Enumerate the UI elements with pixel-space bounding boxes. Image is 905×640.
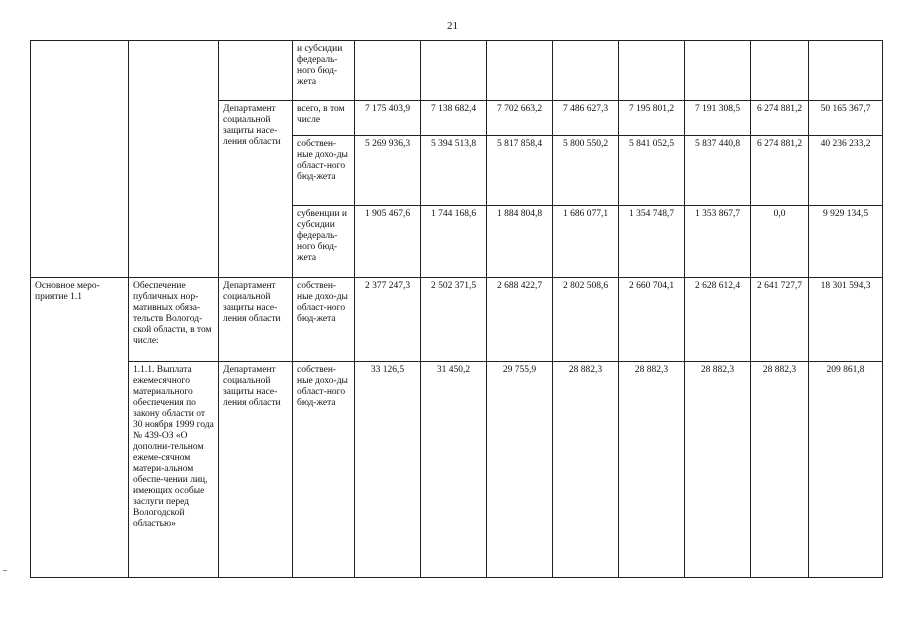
value-2016: 29 755,9: [487, 362, 553, 578]
value-2018: 5 841 052,5: [619, 136, 685, 206]
value-2019: 28 882,3: [685, 362, 751, 578]
executor-cell: Департамент социальной защиты насе-ления области: [219, 362, 293, 578]
table-row: [31, 362, 883, 578]
value-2017: 7 486 627,3: [553, 101, 619, 136]
funding-source-cell: и субсидии федераль-ного бюд-жета: [293, 41, 355, 101]
value-2019: [685, 41, 751, 101]
value-2019: 1 353 867,7: [685, 206, 751, 278]
value-total: 209 861,8: [809, 362, 883, 578]
value-2016: 1 884 804,8: [487, 206, 553, 278]
value-2014: 2 377 247,3: [355, 278, 421, 362]
executor-cell: Департамент социальной защиты насе-ления области: [219, 278, 293, 362]
value-2014: 33 126,5: [355, 362, 421, 578]
value-2015: 7 138 682,4: [421, 101, 487, 136]
value-2015: 31 450,2: [421, 362, 487, 578]
budget-table: [30, 40, 883, 578]
value-2020: 2 641 727,7: [751, 278, 809, 362]
value-2019: 5 837 440,8: [685, 136, 751, 206]
value-2020: 6 274 881,2: [751, 136, 809, 206]
value-2020: 28 882,3: [751, 362, 809, 578]
margin-mark: [3, 570, 7, 571]
value-2018: [619, 41, 685, 101]
value-2017: 2 802 508,6: [553, 278, 619, 362]
funding-source-cell: собствен-ные дохо-ды област-ного бюд-жета: [293, 136, 355, 206]
value-2018: 2 660 704,1: [619, 278, 685, 362]
value-2015: [421, 41, 487, 101]
executor-cell: [219, 41, 293, 101]
funding-source-cell: собствен-ные дохо-ды област-ного бюд-жета: [293, 278, 355, 362]
value-2017: [553, 41, 619, 101]
value-2019: 7 191 308,5: [685, 101, 751, 136]
page-number: 21: [447, 20, 458, 32]
table-row: [31, 41, 883, 101]
value-total: 40 236 233,2: [809, 136, 883, 206]
funding-source-cell: субвенции и субсидии федераль-ного бюд-жета: [293, 206, 355, 278]
program-description-cell: [129, 41, 219, 278]
value-total: 18 301 594,3: [809, 278, 883, 362]
value-2016: 2 688 422,7: [487, 278, 553, 362]
value-2015: 1 744 168,6: [421, 206, 487, 278]
value-2017: 28 882,3: [553, 362, 619, 578]
value-2017: 1 686 077,1: [553, 206, 619, 278]
value-2020: 6 274 881,2: [751, 101, 809, 136]
value-2018: 1 354 748,7: [619, 206, 685, 278]
value-2015: 2 502 371,5: [421, 278, 487, 362]
value-2014: 7 175 403,9: [355, 101, 421, 136]
program-name-cell: [31, 41, 129, 278]
value-2017: 5 800 550,2: [553, 136, 619, 206]
value-2014: [355, 41, 421, 101]
value-2018: 28 882,3: [619, 362, 685, 578]
value-2019: 2 628 612,4: [685, 278, 751, 362]
table-row: [31, 278, 883, 362]
funding-source-cell: всего, в том числе: [293, 101, 355, 136]
funding-source-cell: собствен-ные дохо-ды област-ного бюд-жета: [293, 362, 355, 578]
value-2016: 7 702 663,2: [487, 101, 553, 136]
value-2020: [751, 41, 809, 101]
value-2016: [487, 41, 553, 101]
program-description-cell: Обеспечение публичных нор-мативных обяза-тельств Вологод-ской области, в том числе:: [129, 278, 219, 362]
executor-cell: Департамент социальной защиты насе-ления области: [219, 101, 293, 278]
value-2016: 5 817 858,4: [487, 136, 553, 206]
value-2020: 0,0: [751, 206, 809, 278]
value-total: 50 165 367,7: [809, 101, 883, 136]
value-2018: 7 195 801,2: [619, 101, 685, 136]
value-total: 9 929 134,5: [809, 206, 883, 278]
value-2015: 5 394 513,8: [421, 136, 487, 206]
value-total: [809, 41, 883, 101]
program-name-cell: Основное меро-приятие 1.1: [31, 278, 129, 578]
value-2014: 1 905 467,6: [355, 206, 421, 278]
value-2014: 5 269 936,3: [355, 136, 421, 206]
program-description-cell: 1.1.1. Выплата ежемесячного материального обеспечения по закону области от 30 ноября 1999 года № 439-ОЗ «О дополни-тельном ежеме-сячном матери-альном обеспе-чении лиц, имеющих особые заслуги перед Вологодской областью»: [129, 362, 219, 578]
